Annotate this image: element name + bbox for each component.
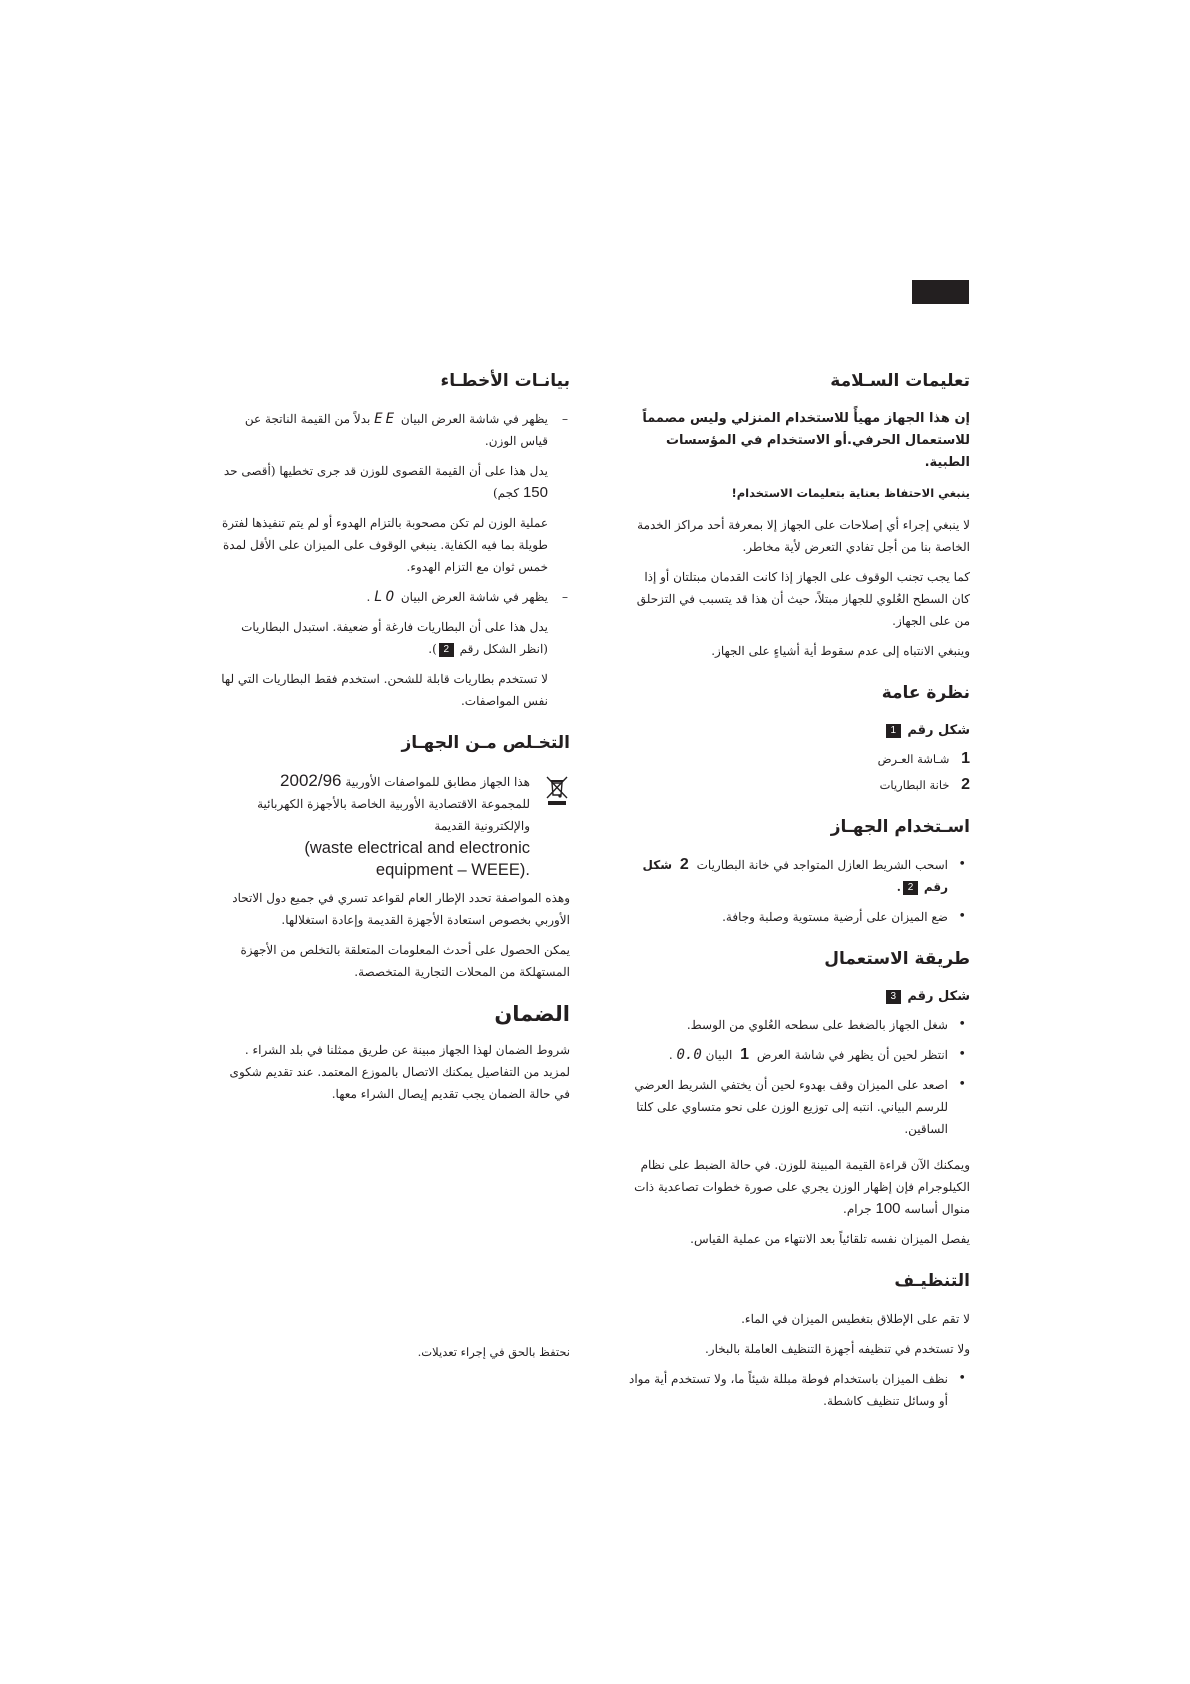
figure-label: شكل رقم [907,989,970,1004]
disposal-paragraph-info: يمكن الحصول على أحدث المعلومات المتعلقة بالتخلص من الأجهزة المستهلكة من المحلات التجارية المتخصصة. [240,943,570,979]
operation-paragraph-reading [625,1154,970,1220]
cleaning-section [625,1268,970,1412]
lcd-display-value: LO [374,589,398,605]
error-paragraph-overload [220,460,570,504]
operation-bullet: • اصعد على الميزان وقف بهدوء لحين أن يختفي الشريط العرضي للرسم البياني. انتبه إلى توزيع الوزن على نحو متساوي على كلتا الساقين. [625,1074,970,1140]
figure-label: شكل رقم [642,858,948,894]
error-item-lo: – يظهر في شاشة العرض البيان LO . [220,586,570,608]
keep-instructions-note: ينبغي الاحتفاظ بعناية بتعليمات الاستخدام! [731,486,970,500]
usage-heading: اسـتخدام الجهـاز [830,817,970,837]
figure-number-badge: 3 [886,990,901,1004]
warranty-section [220,1001,570,1105]
disposal-heading: التخـلص مـن الجهـاز [401,733,570,753]
overview-item [625,748,970,770]
increment-unit: جرام. [843,1202,872,1216]
usage-bullet: • اسحب الشريط العازل المتواجد في خانة البطاريات 2 شكل رقم 2. [625,854,970,898]
item-number: 1 [961,750,970,767]
figure-number-badge: 1 [886,724,901,738]
right-column [625,368,970,1430]
operation-section [625,946,970,1250]
page-section-marker [912,280,969,304]
bullet-text: انتظر لحين أن يظهر في شاشة العرض [756,1048,948,1062]
weee-english-line-2: .(equipment – WEEE [375,861,530,879]
error-text: يظهر في شاشة العرض البيان [400,590,548,604]
overview-item [625,774,970,796]
overview-section [625,680,970,796]
operation-paragraph-auto-off: يفصل الميزان نفسه تلقائياً بعد الانتهاء من عملية القياس. [690,1232,970,1246]
usage-bullet: • ضع الميزان على أرضية مستوية وصلبة وجافة. [625,906,970,928]
safety-intro: إن هذا الجهاز مهيأً للاستخدام المنزلي وليس مصمماً للاستعمال الحرفي.أو الاستخدام في المؤسسات الطبية. [642,411,970,470]
weee-english-line-1: waste electrical and electronic) [304,839,530,857]
safety-paragraph-repairs: لا ينبغي إجراء أي إصلاحات على الجهاز إلا بمعرفة أحد مراكز الخدمة الخاصة بنا من أجل تفادي التعرض لأية مخاطر. [637,518,970,554]
weee-notice [220,770,570,881]
item-number: 2 [961,776,970,793]
weee-directive-description: للمجموعة الاقتصادية الأوربية الخاصة بالأجهزة الكهربائية والإلكترونية القديمة [257,797,530,833]
footer-note: نحتفظ بالحق في إجراء تعديلات. [417,1345,570,1359]
error-paragraph-rechargeable: لا تستخدم بطاريات قابلة للشحن. استخدم فقط البطاريات التي لها نفس المواصفات. [221,672,548,708]
bullet-number: 2 [679,856,689,873]
error-suffix: بدلاً من القيمة الناتجة عن قياس الوزن. [244,412,548,448]
error-text: يظهر في شاشة العرض البيان [400,412,548,426]
max-load-unit: كجم) [493,486,520,500]
increment-value: 100 [875,1200,901,1217]
left-column [220,368,570,1123]
safety-paragraph-falling-objects: وينبغي الانتباه إلى عدم سقوط أية أشياءٍ على الجهاز. [711,644,970,658]
weee-crossed-bin-icon [544,774,570,806]
safety-section [625,368,970,662]
paragraph-text: يدل هذا على أن البطاريات فارغة أو ضعيفة. استبدل البطاريات (انظر الشكل رقم [241,620,548,656]
bullet-number: 1 [740,1046,750,1063]
operation-heading: طريقة الاستعمال [824,949,970,969]
operation-bullet: • انتظر لحين أن يظهر في شاشة العرض 1 البيان 0.0 . [625,1044,970,1066]
warranty-paragraph: شروط الضمان لهذا الجهاز مبينة عن طريق ممثلنا في بلد الشراء . لمزيد من التفاصيل يمكنك الاتصال بالموزع المعتمد. عند تقديم شكوى في حالة الضمان يجب تقديم إيصال الشراء معها. [229,1043,570,1101]
figure-reference [625,986,970,1008]
max-load-value: 150 [522,484,548,501]
figure-label: شكل رقم [907,723,970,738]
bullet-suffix: البيان [705,1048,733,1062]
dash-marker: – [562,412,568,426]
item-label: خانة البطاريات [879,778,950,792]
cleaning-list [625,1368,970,1412]
cleaning-paragraph-steam: ولا تستخدم في تنظيفه أجهزة التنظيف العاملة بالبخار. [704,1342,970,1356]
errors-section [220,368,570,712]
weee-text [220,770,530,881]
dash-marker: – [562,590,568,604]
warranty-heading: الضمان [494,1002,570,1026]
safety-heading: تعليمات السـلامة [830,371,970,391]
error-paragraph-unsteady: عملية الوزن لم تكن مصحوبة بالتزام الهدوء أو لم يتم تنفيذها لفترة طويلة بما فيه الكفاية. ينبغي الوقوف على الميزان على الأقل لمدة خمس ثوان مع التزام الهدوء. [221,516,548,574]
usage-list [625,854,970,928]
figure-number-badge: 2 [903,881,918,895]
disposal-paragraph-framework: وهذه المواصفة تحدد الإطار العام لقواعد تسري في جميع دول الاتحاد الأوربي بخصوص استعادة الأجهزة القديمة وإعادة استغلالها. [232,891,570,927]
lcd-display-value: EE [374,411,398,427]
cleaning-bullet: • نظف الميزان باستخدام فوطة مبللة شيئاً ما، ولا تستخدم أية مواد أو وسائل تنظيف كاشطة. [625,1368,970,1412]
paragraph-text: يدل هذا على أن القيمة القصوى للوزن قد جرى تخطيها (أقصى حد [223,464,548,478]
safety-paragraph-wet-feet: كما يجب تجنب الوقوف على الجهاز إذا كانت القدمان مبتلتان أو إذا كان السطح العُلوي للجهاز مبتلاً، حيث أن هذا قد يتسبب في التزحلق من على الجهاز. [636,570,970,628]
overview-heading: نظرة عامة [881,683,970,703]
item-label: شـاشة العـرض [877,752,950,766]
operation-list [625,1014,970,1140]
error-paragraph-batteries [220,616,570,660]
error-item-ee [220,408,570,452]
figure-reference [625,720,970,742]
cleaning-paragraph-water: لا تقم على الإطلاق بتغطيس الميزان في الماء. [741,1312,970,1326]
paragraph-text: هذا الجهاز مطابق للمواصفات الأوربية [345,775,530,789]
directive-number: 2002/96 [280,771,342,790]
bullet-text: اسحب الشريط العازل المتواجد في خانة البطاريات [696,858,948,872]
figure-number-badge: 2 [439,643,454,657]
disposal-section [220,730,570,983]
errors-heading: بيانـات الأخطـاء [440,371,570,391]
cleaning-heading: التنظيـف [894,1271,970,1291]
paragraph-text: ويمكنك الآن قراءة القيمة المبينة للوزن. في حالة الضبط على نظام الكيلوجرام فإن إظهار الوزن يجري على صورة خطوات تصاعدية ذات منوال أساسه [634,1158,970,1216]
weee-directive-line [220,770,530,793]
usage-section [625,814,970,928]
operation-bullet: • شغل الجهاز بالضغط على سطحه العُلوي من الوسط. [625,1014,970,1036]
lcd-display-value: 0.0 [676,1047,702,1063]
paragraph-suffix: ). [428,642,437,656]
